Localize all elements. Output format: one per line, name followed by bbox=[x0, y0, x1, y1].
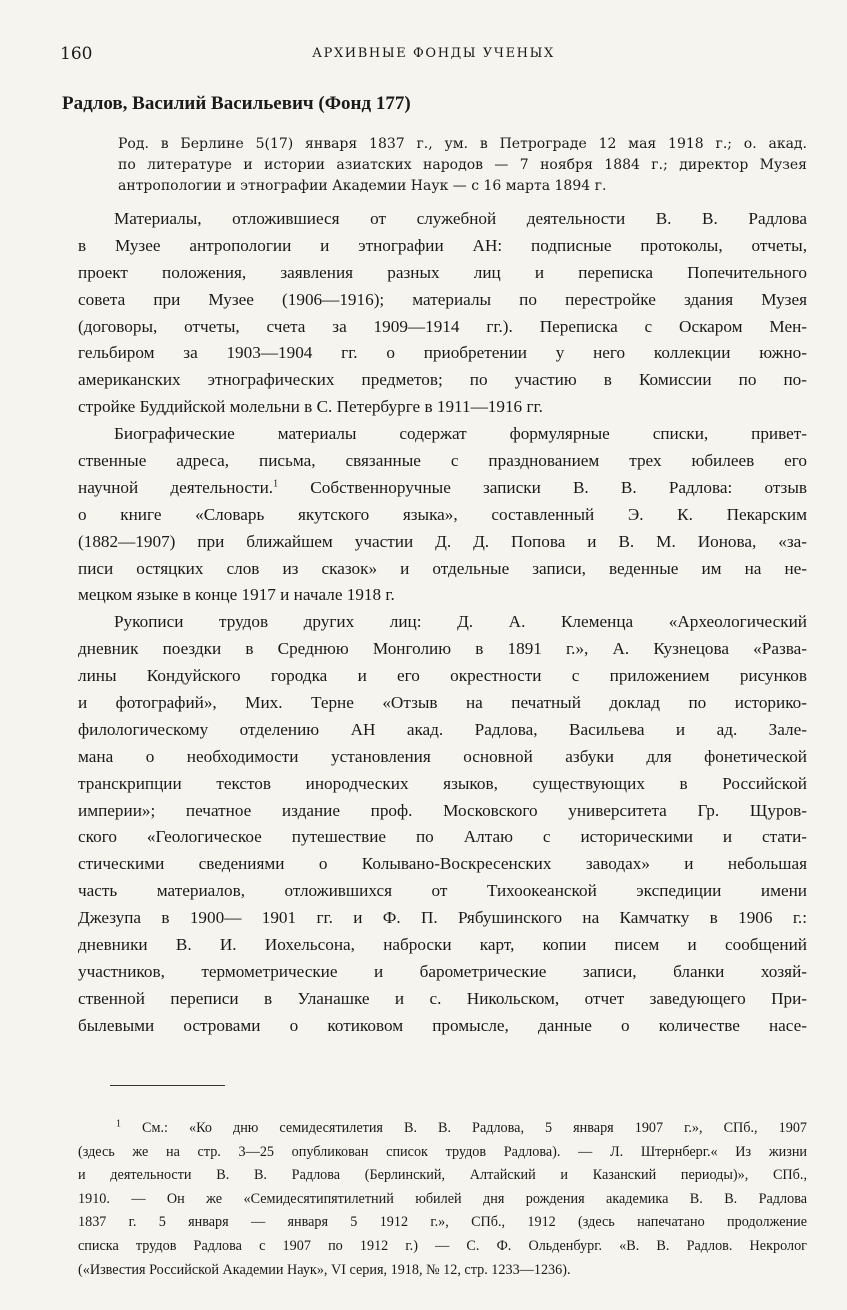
text-line: Материалы, отложившиеся от служебной деятельности В. В. Радлова bbox=[114, 209, 807, 228]
text-fragment: Собственноручные записки В. В. Радлова: отзыв bbox=[310, 477, 808, 497]
text-line: (1882—1907) при ближайшем участии Д. Д. Попова и В. М. Ионова, «за- bbox=[78, 531, 807, 551]
text-line: былевыми островами о котиковом промысле, данные о количестве насе- bbox=[78, 1015, 807, 1035]
footnote-line: 1837 г. 5 января — января 5 1912 г.», СПб., 1912 (здесь напечатано продолжение bbox=[78, 1214, 807, 1231]
text-line: ского «Геологическое путешествие по Алтаю с историческими и стати- bbox=[78, 827, 807, 847]
footnote-line: 1910. — Он же «Семидесятипятилетний юбилей дня рождения академика В. В. Радлова bbox=[78, 1190, 807, 1207]
text-fragment: См.: «Ко дню семидесятилетия В. В. Радлова, 5 января 1907 г.», СПб., 1907 bbox=[142, 1120, 808, 1136]
paragraph-manuscripts bbox=[78, 609, 807, 1039]
text-line: империи»; печатное издание проф. Московского университета Гр. Щуров- bbox=[78, 800, 807, 820]
footnote-line: списка трудов Радлова с 1907 по 1912 г.) — С. Ф. Ольденбург. «В. В. Радлов. Некролог bbox=[78, 1237, 807, 1254]
footnote-line: и деятельности В. В. Радлова (Берлинский, Алтайский и Казанский периоды)», СПб., bbox=[78, 1167, 807, 1184]
bio-line: Род. в Берлине 5(17) января 1837 г., ум. в Петрограде 12 мая 1918 г.; о. акад. bbox=[118, 136, 807, 152]
text-line: Биографические материалы содержат формулярные списки, привет- bbox=[114, 424, 807, 444]
text-line: проект положения, заявления разных лиц и переписка Попечительного bbox=[78, 262, 807, 282]
footnote-line: («Известия Российской Академии Наук», VI серия, 1918, № 12, стр. 1233—1236). bbox=[78, 1261, 571, 1278]
text-line: дневники В. И. Иохельсона, наброски карт, копии писем и сообщений bbox=[78, 935, 807, 955]
text-line: часть материалов, отложившихся от Тихоокеанской экспедиции имени bbox=[78, 881, 807, 901]
text-line: филологическому отделению АН акад. Радлова, Васильева и ад. Зале- bbox=[78, 719, 807, 739]
footnote-separator bbox=[110, 1085, 225, 1086]
text-line: Рукописи трудов других лиц: Д. А. Клеменца «Археологический bbox=[114, 612, 807, 632]
text-line: дневник поездки в Среднюю Монголию в 1891 г.», А. Кузнецова «Разва- bbox=[78, 639, 807, 659]
text-line: и фотографий», Мих. Терне «Отзыв на печатный доклад по историко- bbox=[78, 693, 807, 713]
biographical-note bbox=[118, 134, 807, 197]
bio-line: антропологии и этнографии Академии Наук — с 16 марта 1894 г. bbox=[118, 178, 607, 194]
text-line: стическими сведениями о Колывано-Воскресенских заводах» и небольшая bbox=[78, 854, 807, 874]
text-line: совета при Музее (1906—1916); материалы по перестройке здания Музея bbox=[78, 289, 807, 309]
text-line: ственной переписи в Уланашке и с. Никольском, отчет заведующего При- bbox=[78, 988, 807, 1008]
footnote-reference[interactable]: 1 bbox=[273, 478, 279, 490]
text-line: мана о необходимости установления основной азбуки для фонетической bbox=[78, 746, 807, 766]
text-line: гельбиром за 1903—1904 гг. о приобретении у него коллекции южно- bbox=[78, 343, 807, 363]
bio-line: по литературе и истории азиатских народов — 7 ноября 1884 г.; директор Музея bbox=[118, 157, 807, 173]
text-line: (договоры, отчеты, счета за 1909—1914 гг.). Переписка с Оскаром Мен- bbox=[78, 316, 807, 336]
text-line: транскрипции текстов инородческих языков, существующих в Российской bbox=[78, 773, 807, 793]
footnote-mark: 1 bbox=[116, 1118, 121, 1130]
running-head bbox=[60, 44, 807, 68]
text-line: мецком языке в конце 1917 и начале 1918 г. bbox=[78, 585, 395, 605]
page-number: 160 bbox=[60, 44, 93, 64]
text-line: писи остяцких слов из сказок» и отдельные записи, веденные им на не- bbox=[78, 558, 807, 578]
running-title: АРХИВНЫЕ ФОНДЫ УЧЕНЫХ bbox=[312, 46, 555, 61]
paragraph-biographical-materials bbox=[78, 421, 807, 609]
text-line: лины Кондуйского городка и его окрестности с приложением рисунков bbox=[78, 666, 807, 686]
text-line: участников, термометрические и барометрические записи, бланки хозяй- bbox=[78, 961, 807, 981]
text-line: в Музее антропологии и этнографии АН: подписные протоколы, отчеты, bbox=[78, 235, 807, 255]
text-line bbox=[78, 475, 807, 502]
fund-heading: Радлов, Василий Васильевич (Фонд 177) bbox=[62, 93, 411, 114]
text-line: стройке Буддийской молельни в С. Петербурге в 1911—1916 гг. bbox=[78, 397, 543, 417]
footnote bbox=[78, 1117, 807, 1282]
text-fragment: научной деятельности. bbox=[78, 477, 274, 497]
footnote-line: (здесь же на стр. 3—25 опубликован список трудов Радлова). — Л. Штернберг.« Из жизни bbox=[78, 1143, 807, 1160]
text-line: ственные адреса, письма, связанные с празднованием трех юбилеев его bbox=[78, 451, 807, 471]
paragraph-service-materials bbox=[78, 206, 807, 421]
footnote-line bbox=[78, 1117, 807, 1141]
text-line: Джезупа в 1900— 1901 гг. и Ф. П. Рябушинского на Камчатку в 1906 г.: bbox=[78, 908, 807, 928]
text-line: о книге «Словарь якутского языка», составленный Э. К. Пекарским bbox=[78, 504, 807, 524]
text-line: американских этнографических предметов; по участию в Комиссии по по- bbox=[78, 370, 807, 390]
main-text bbox=[78, 206, 807, 1040]
